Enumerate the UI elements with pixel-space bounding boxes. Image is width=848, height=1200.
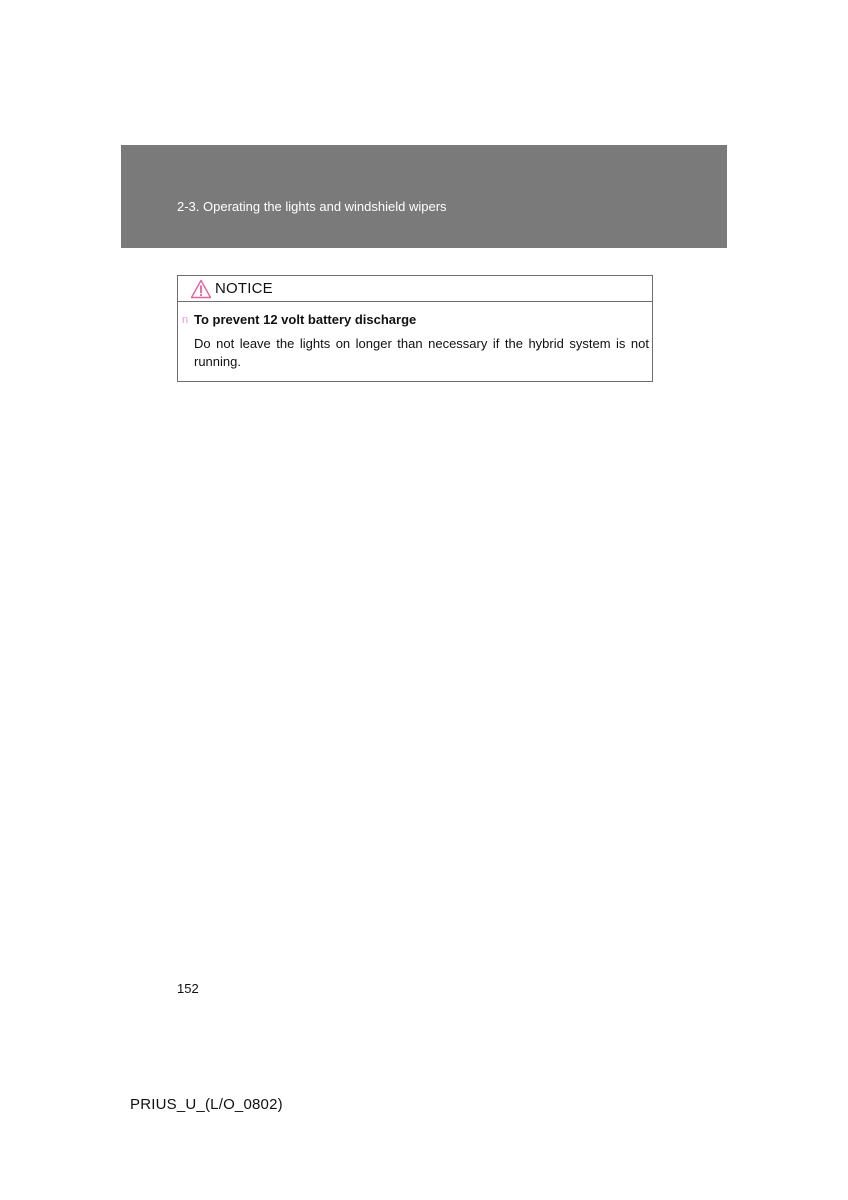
warning-triangle-icon [190,279,212,299]
notice-label: NOTICE [215,280,273,297]
header-band [121,145,727,248]
document-code: PRIUS_U_(L/O_0802) [130,1096,283,1113]
notice-item-body: Do not leave the lights on longer than necessary if the hybrid system is not running. [194,336,649,369]
notice-item-heading: To prevent 12 volt battery discharge [194,312,417,327]
notice-header [178,276,652,302]
notice-box [177,275,653,382]
page-number: 152 [177,981,199,996]
bullet-marker: n [182,314,189,326]
section-title: 2-3. Operating the lights and windshield wipers [177,199,447,214]
